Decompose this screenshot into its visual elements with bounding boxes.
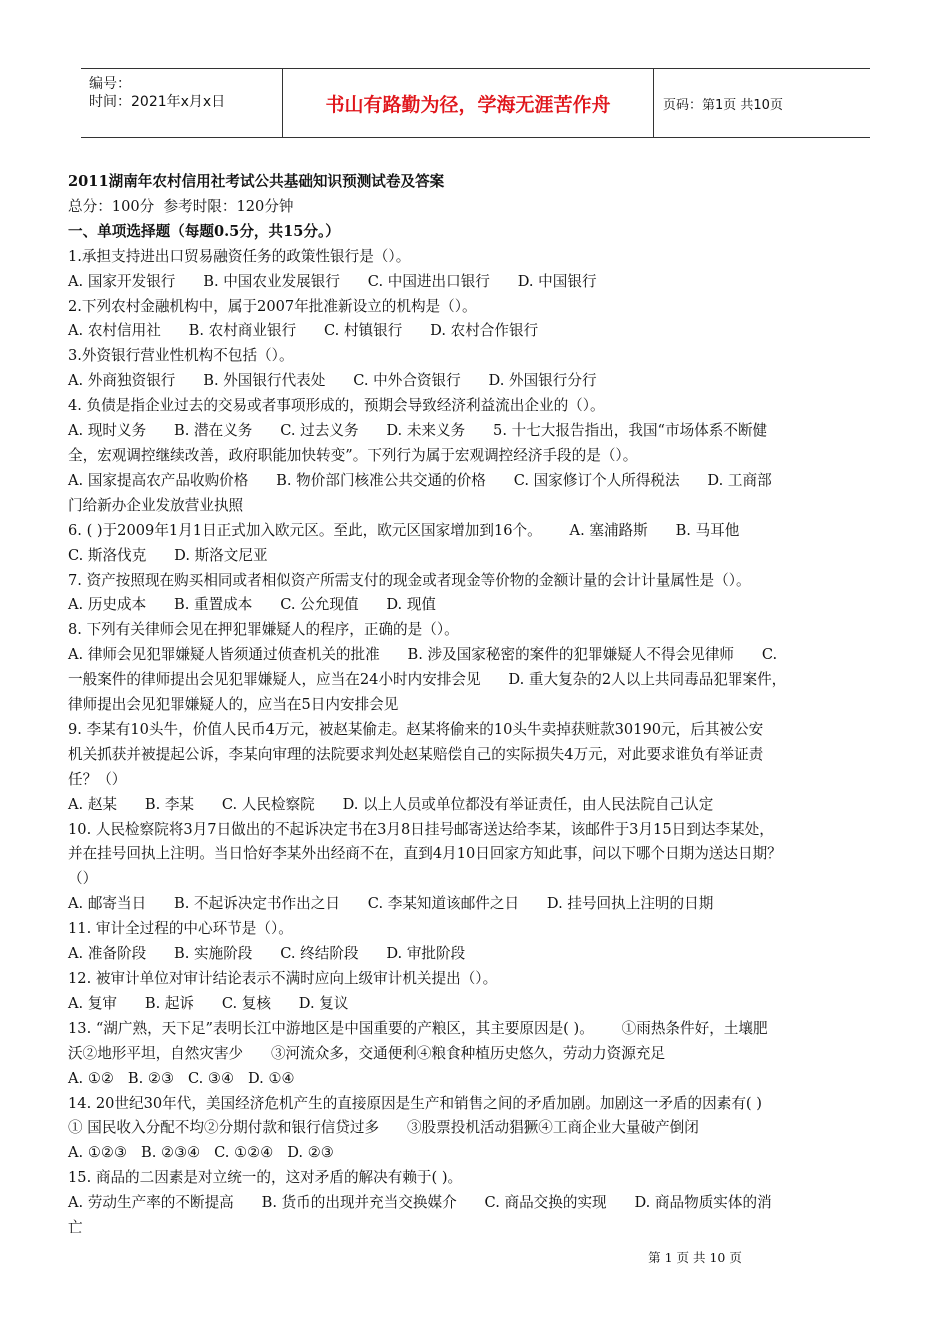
text-line: 9. 李某有10头牛，价值人民币4万元，被赵某偷走。赵某将偷来的10头牛卖掉获赃款30190元，后其被公安 [68, 720, 764, 738]
text-line: 机关抓获并被提起公诉，李某向审理的法院要求判处赵某赔偿自己的实际损失4万元，对此要求谁负有举证责 [68, 745, 764, 763]
text-line: A. 国家开发银行 B. 中国农业发展银行 C. 中国进出口银行 D. 中国银行 [68, 272, 597, 290]
text-line: A. ①②③ B. ②③④ C. ①②④ D. ②③ [68, 1144, 334, 1162]
text-line: 亡 [68, 1219, 83, 1237]
text-line: A. 劳动生产率的不断提高 B. 货币的出现并充当交换媒介 C. 商品交换的实现 D. 商品物质实体的消 [68, 1194, 772, 1212]
text-line: 12. 被审计单位对审计结论表示不满时应向上级审计机关提出（）。 [68, 970, 498, 987]
doc-meta: 总分：100分 参考时限：120分钟 [68, 197, 294, 215]
text-line: 15. 商品的二因素是对立统一的，这对矛盾的解决有赖于( )。 [68, 1169, 463, 1187]
text-line: 8. 下列有关律师会见在押犯罪嫌疑人的程序，正确的是（）。 [68, 621, 459, 639]
text-line: 7. 资产按照现在购买相同或者相似资产所需支付的现金或者现金等价物的金额计量的会计计量属性是（）。 [68, 571, 751, 589]
text-line: 14. 20世纪30年代，美国经济危机产生的直接原因是生产和销售之间的矛盾加剧。加剧这一矛盾的因素有( ) [68, 1094, 762, 1112]
time-label: 时间：2021年x月x日 [89, 94, 226, 110]
text-line: 13. “湖广熟，天下足”表明长江中游地区是中国重要的产粮区，其主要原因是( )。 ①雨热条件好，土壤肥 [68, 1019, 768, 1037]
text-line: A. 复审 B. 起诉 C. 复核 D. 复议 [68, 994, 349, 1012]
page-footer [0, 1248, 950, 1266]
text-line: A. 邮寄当日 B. 不起诉决定书作出之日 C. 李某知道该邮件之日 D. 挂号回执上注明的日期 [68, 895, 714, 913]
header-page-info: 页码：第1页 共10页 [663, 97, 783, 113]
text-line: 任？（） [68, 770, 127, 788]
question-list [68, 245, 886, 1241]
document-body [68, 170, 886, 1241]
text-line: 2.下列农村金融机构中，属于2007年批准新设立的机构是（）。 [68, 297, 477, 315]
header-motto: 书山有路勤为径，学海无涯苦作舟 [325, 93, 611, 116]
text-line: A. 外商独资银行 B. 外国银行代表处 C. 中外合资银行 D. 外国银行分行 [68, 372, 597, 390]
header-divider [653, 69, 654, 137]
text-line: 4. 负债是指企业过去的交易或者事项形成的，预期会导致经济利益流出企业的（）。 [68, 397, 605, 415]
text-line: （） [68, 870, 98, 888]
text-line: A. 准备阶段 B. 实施阶段 C. 终结阶段 D. 审批阶段 [68, 945, 466, 963]
text-line: 3.外资银行营业性机构不包括（）。 [68, 347, 294, 365]
text-line: A. ①② B. ②③ C. ③④ D. ①④ [68, 1069, 295, 1087]
text-line: 并在挂号回执上注明。当日恰好李某外出经商不在，直到4月10日回家方知此事，问以下哪个日期为送达日期？ [68, 845, 782, 863]
header-table [81, 68, 870, 138]
text-line: A. 现时义务 B. 潜在义务 C. 过去义务 D. 未来义务 5. 十七大报告指出，我国“市场体系不断健 [68, 422, 768, 440]
text-line: 10. 人民检察院将3月7日做出的不起诉决定书在3月8日挂号邮寄送达给李某，该邮件于3月15日到达李某处， [68, 820, 774, 838]
text-line: 11. 审计全过程的中心环节是（）。 [68, 920, 293, 938]
text-line: 1.承担支持进出口贸易融资任务的政策性银行是（）。 [68, 247, 411, 265]
section-heading: 一、单项选择题（每题0.5分，共15分。） [68, 222, 340, 240]
serial-label: 编号： [89, 76, 131, 92]
text-line: A. 国家提高农产品收购价格 B. 物价部门核准公共交通的价格 C. 国家修订个人所得税法 D. 工商部 [68, 471, 772, 489]
text-line: 律师提出会见犯罪嫌疑人的，应当在5日内安排会见 [68, 696, 399, 714]
text-line: A. 律师会见犯罪嫌疑人皆须通过侦查机关的批准 B. 涉及国家秘密的案件的犯罪嫌疑人不得会见律师 C. [68, 646, 778, 664]
text-line: A. 农村信用社 B. 农村商业银行 C. 村镇银行 D. 农村合作银行 [68, 322, 539, 340]
footer-page-number: 第 1 页 共 10 页 [648, 1250, 742, 1265]
text-line: 全，宏观调控继续改善，政府职能加快转变”。下列行为属于宏观调控经济手段的是（）。 [68, 446, 638, 464]
doc-title: 2011湖南年农村信用社考试公共基础知识预测试卷及答案 [68, 173, 445, 190]
text-line: 门给新办企业发放营业执照 [68, 496, 244, 514]
text-line: 一般案件的律师提出会见犯罪嫌疑人，应当在24小时内安排会见 D. 重大复杂的2人以上共同毒品犯罪案件， [68, 671, 787, 689]
header-left-cell [89, 75, 281, 111]
text-line: C. 斯洛伐克 D. 斯洛文尼亚 [68, 546, 268, 564]
text-line: A. 赵某 B. 李某 C. 人民检察院 D. 以上人员或单位都没有举证责任，由人民法院自己认定 [68, 795, 714, 813]
text-line: A. 历史成本 B. 重置成本 C. 公允现值 D. 现值 [68, 596, 437, 614]
text-line: 6. ( )于2009年1月1日正式加入欧元区。至此，欧元区国家增加到16个。 A. 塞浦路斯 B. 马耳他 [68, 521, 740, 539]
text-line: ① 国民收入分配不均②分期付款和银行信贷过多 ③股票投机活动猖獗④工商企业大量破产倒闭 [68, 1119, 699, 1137]
text-line: 沃②地形平坦，自然灾害少 ③河流众多，交通便利④粮食种植历史悠久，劳动力资源充足 [68, 1044, 665, 1062]
